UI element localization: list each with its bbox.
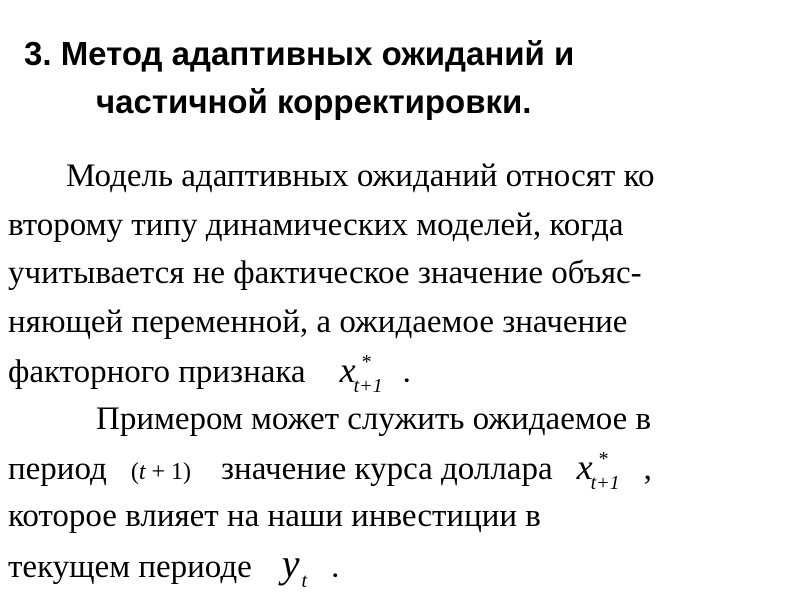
p2-line-2 (8, 443, 798, 492)
formula-x-var: x (339, 350, 356, 390)
title-line-2: частичной корректировки. (96, 83, 532, 120)
p1-line-5 (8, 346, 798, 395)
p2-line-2-end: , (643, 451, 652, 487)
formula-x-star: * (361, 351, 372, 373)
formula-x-sub-2: t+1 (590, 472, 620, 494)
p2-line-2-b: значение курса доллара (221, 451, 553, 487)
p2-line-2-a: период (8, 451, 107, 487)
p1-line-3: учитывается не фактическое значение объяс- (8, 255, 642, 291)
p1-line-5-text: факторного признака (8, 354, 306, 390)
formula-y-current (281, 540, 308, 596)
p2-line-4 (8, 540, 798, 592)
p2-line-4-end: . (331, 549, 340, 585)
p1-line-2: второму типу динамических моделей, когда (8, 206, 624, 243)
p2-line-4-text: текущем периоде (8, 549, 252, 585)
formula-x-var-2: x (576, 447, 593, 487)
p1-line-4: няющей переменной, а ожидаемое значение (8, 303, 628, 340)
formula-period-open: ( (130, 459, 139, 485)
p2-line-1: Примером может служить ожидаемое в (96, 400, 652, 437)
body-text (8, 152, 798, 592)
slide-title (24, 30, 784, 126)
formula-y-sub: t (301, 570, 308, 592)
formula-x-star-2: * (598, 448, 609, 470)
formula-period (131, 448, 191, 497)
formula-x-sub: t+1 (353, 375, 383, 397)
formula-y-var: y (281, 541, 300, 586)
formula-x-expected-2 (577, 443, 622, 498)
formula-x-expected (340, 346, 385, 401)
formula-period-t: t (138, 459, 146, 485)
p1-line-1: Модель адаптивных ожиданий относят ко (66, 158, 655, 194)
p1-line-5-end: . (402, 354, 411, 390)
title-line-1: 3. Метод адаптивных ожиданий и (24, 35, 575, 72)
formula-period-rest: + 1) (145, 459, 192, 485)
p2-line-3: которое влияет на наши инвестиции в (8, 497, 541, 534)
